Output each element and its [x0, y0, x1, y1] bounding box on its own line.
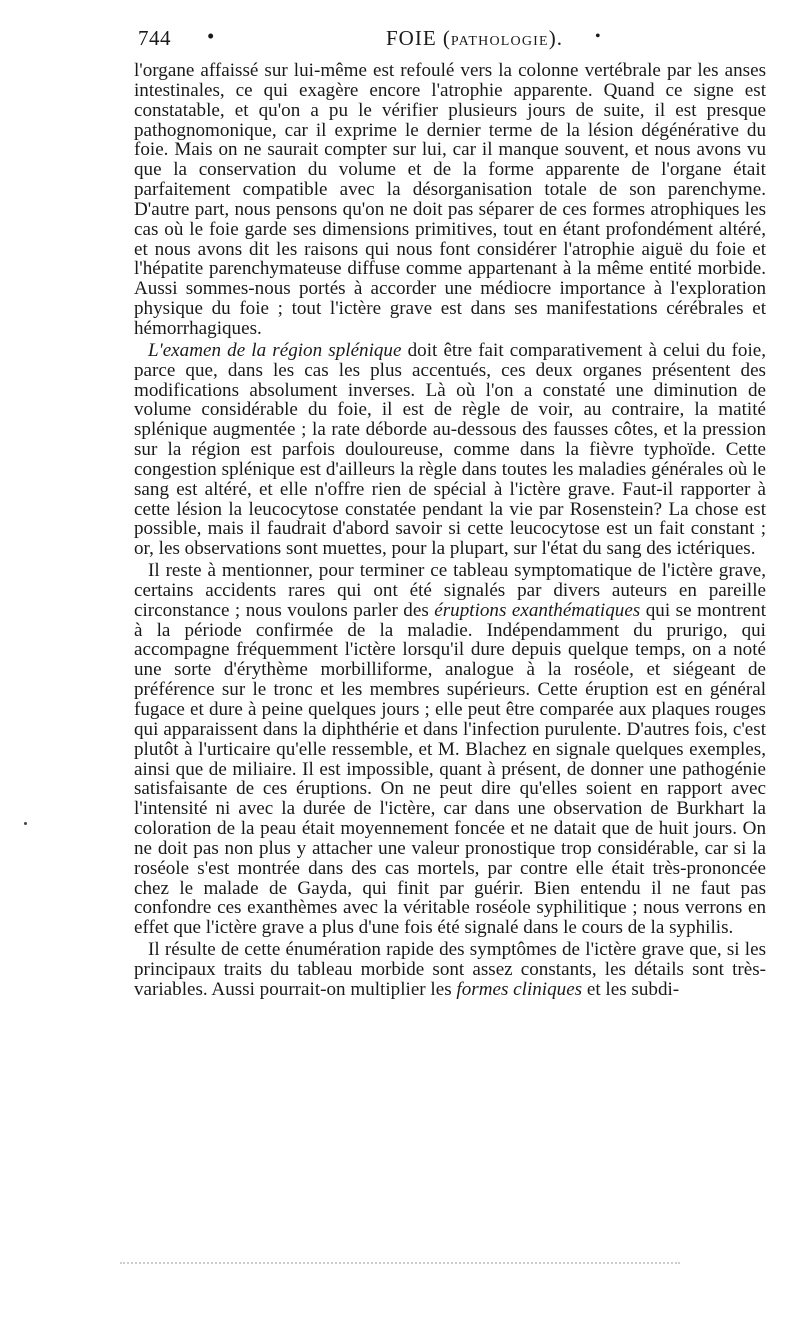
- running-title-close: ).: [548, 26, 563, 50]
- running-title-main: FOIE (: [386, 26, 451, 50]
- italic-phrase: L'examen de la région splénique: [148, 339, 402, 361]
- paragraph: [134, 561, 766, 938]
- running-title-smallcaps: PATHOLOGIE: [450, 34, 549, 49]
- paragraph: [134, 940, 766, 1000]
- italic-phrase: formes cliniques: [456, 978, 583, 1000]
- running-title: [386, 26, 563, 51]
- text-run: doit être fait comparativement à celui du foie, parce que, dans les cas les plus accentués, ces deux organes présentent des modifications absolument inverses. Là où l'on a constaté une diminution de volume considérable du foie, il est de règle de voir, au contraire, la matité splénique augmentée ; la rate déborde au-dessous des fausses côtes, et la pression sur la région est parfois douloureuse, comme dans la fièvre typhoïde. Cette congestion splénique est d'ailleurs la règle dans toutes les maladies générales où le sang est altéré, et elle n'offre rien de spécial à l'ictère grave. Faut-il rapporter à cette lésion la leucocytose constatée pendant la vie par Rosenstein? La chose est possible, mais il faudrait d'abord savoir si cette leucocytose est un fait constant ; or, les observations sont muettes, pour la plupart, sur l'état du sang des ictériques.: [134, 339, 766, 560]
- body-text: [134, 61, 766, 1000]
- margin-speck: [24, 822, 27, 825]
- paragraph: [134, 61, 766, 339]
- italic-phrase: éruptions exanthématiques: [434, 599, 641, 621]
- running-head: [138, 18, 748, 58]
- header-mark: •: [595, 28, 601, 45]
- paragraph: [134, 341, 766, 559]
- text-run: et les subdi-: [582, 978, 680, 1000]
- page-number: 744: [138, 26, 171, 50]
- text-run: Il reste à mentionner, pour terminer ce tableau symptomatique de l'ictère grave, certains accidents rares qui ont été signalés par divers auteurs en pareille circonstance ; nous voulons parler des: [134, 560, 766, 621]
- text-run: Il résulte de cette énumération rapide des symptômes de l'ictère grave que, si les principaux traits du tableau morbide sont assez constants, les détails sont très-variables. Aussi pourrait-on multiplier les: [134, 939, 766, 1000]
- text-run: l'organe affaissé sur lui-même est refoulé vers la colonne vertébrale par les anses intestinales, ce qui exagère encore l'atrophie apparente. Quand ce signe est constatable, et qu'on a pu le vérifier plusieurs jours de suite, il est presque pathognomonique, car il exprime le dernier terme de la lésion dégénérative du foie. Mais on ne saurait compter sur lui, car il manque souvent, et nous avons vu que la conservation du volume et de la forme apparente de l'organe était parfaitement compatible avec la désorganisation totale de son parenchyme. D'autre part, nous pensons qu'on ne doit pas séparer de ces formes atrophiques les cas où le foie garde ses dimensions primitives, tout en étant profondément altéré, et nous avons dit les raisons qui nous font considérer l'atrophie aiguë du foie et l'hépatite parenchymateuse diffuse comme appartenant à la même entité morbide. Aussi sommes-nous portés à accorder une médiocre importance à l'exploration physique du foie ; tout l'ictère grave est dans ses manifestations cérébrales et hémorrhagiques.: [134, 60, 766, 339]
- footer-dotted-rule: [120, 1262, 680, 1270]
- text-run: qui se montrent à la période confirmée de la maladie. Indépendamment du prurigo, qui accompagne fréquemment l'ictère lorsqu'il dure depuis quelque temps, on a noté une sorte d'érythème morbilliforme, analogue à la roséole, et siégeant de préférence sur le tronc et les membres supérieurs. Cette éruption est en général fugace et dure à peine quelques jours ; elle peut être comparée aux plaques rouges qui apparaissent dans la diphthérie et dans l'infection purulente. D'autres fois, c'est plutôt à l'urticaire qu'elle ressemble, et M. Blachez en signale quelques exemples, ainsi que de miliaire. Il est impossible, quant à présent, de donner une pathogénie satisfaisante de ces éruptions. On ne peut dire qu'elles soient en rapport avec l'intensité ni avec la durée de l'ictère, car dans une observation de Burkhart la coloration de la peau était moyennement foncée et ne datait que de huit jours. On ne doit pas non plus y attacher une valeur pronostique trop considérable, car si la roséole s'est montrée dans des cas mortels, par contre elle était très-prononcée chez le malade de Gayda, qui finit par guérir. Bien entendu il ne faut pas confondre ces exanthèmes avec la véritable roséole syphilitique ; nous verrons en effet que l'ictère grave a plus d'une fois été signalé dans le cours de la syphilis.: [134, 599, 767, 939]
- header-dot: •: [207, 24, 215, 48]
